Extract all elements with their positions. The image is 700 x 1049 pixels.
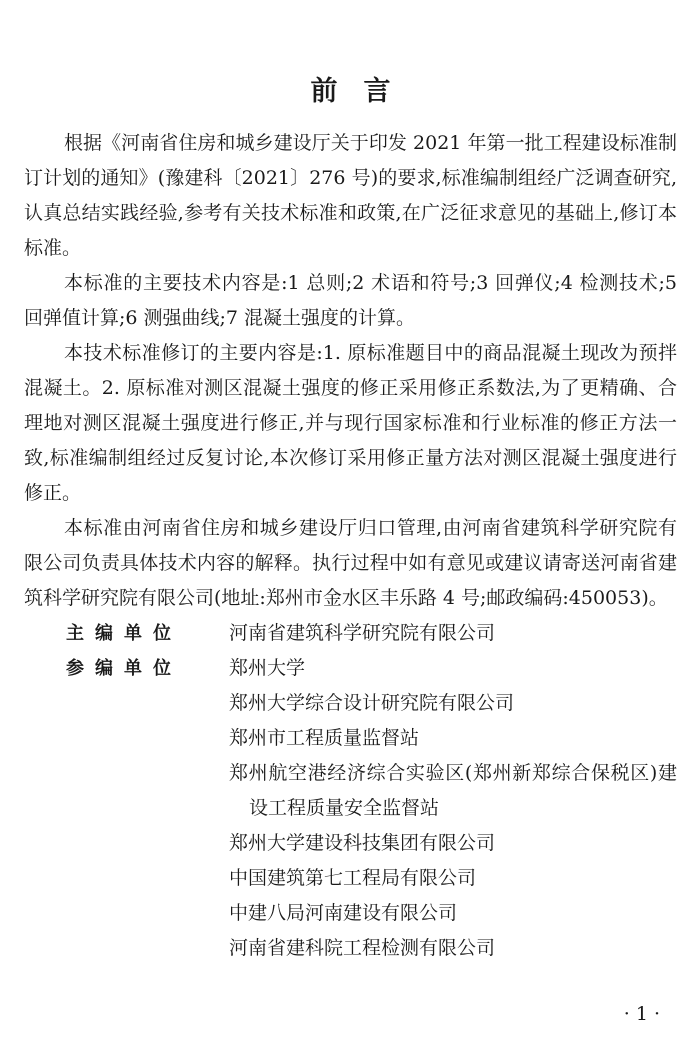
unit-item: 郑州航空港经济综合实验区(郑州新郑综合保税区)建设工程质量安全监督站 bbox=[229, 762, 677, 819]
unit-item: 河南省建筑科学研究院有限公司 bbox=[229, 622, 496, 644]
page-title: 前言 bbox=[310, 76, 417, 107]
paragraph-basis: 根据《河南省住房和城乡建设厅关于印发 2021 年第一批工程建设标准制订计划的通知》(豫建科〔2021〕276 号)的要求,标准编制组经广泛调查研究,认真总结实践经验,参考有关技术标准和政策,在广泛征求意见的基础上,修订本标准。 bbox=[24, 132, 677, 259]
paragraph-revision-contents: 本技术标准修订的主要内容是:1. 原标准题目中的商品混凝土现改为预拌混凝土。2. 原标准对测区混凝土强度的修正采用修正系数法,为了更精确、合理地对测区混凝土强度进行修正,并与现行国家标准和行业标准的修正方法一致,标准编制组经过反复讨论,本次修订采用修正量方法对测区混凝土强度进行修正。 bbox=[24, 342, 677, 504]
unit-item: 河南省建科院工程检测有限公司 bbox=[229, 937, 496, 959]
participating-units-row bbox=[24, 651, 677, 966]
preface-body bbox=[24, 126, 677, 616]
unit-item: 中建八局河南建设有限公司 bbox=[229, 902, 458, 924]
participating-units-list bbox=[229, 651, 677, 966]
page-number: · 1 · bbox=[623, 1003, 660, 1025]
chief-unit-row bbox=[24, 616, 677, 651]
drafting-units bbox=[24, 616, 677, 966]
unit-item: 郑州大学建设科技集团有限公司 bbox=[229, 832, 496, 854]
paragraph-management: 本标准由河南省住房和城乡建设厅归口管理,由河南省建筑科学研究院有限公司负责具体技术内容的解释。执行过程中如有意见或建议请寄送河南省建筑科学研究院有限公司(地址:郑州市金水区丰乐路 4 号;邮政编码:450053)。 bbox=[24, 517, 677, 609]
unit-item: 郑州市工程质量监督站 bbox=[229, 727, 420, 749]
paragraph-main-contents: 本标准的主要技术内容是:1 总则;2 术语和符号;3 回弹仪;4 检测技术;5 回弹值计算;6 测强曲线;7 混凝土强度的计算。 bbox=[24, 272, 677, 329]
participating-units-label: 参编单位 bbox=[66, 658, 182, 679]
document-page bbox=[24, 70, 677, 966]
unit-item: 郑州大学综合设计研究院有限公司 bbox=[229, 692, 515, 714]
unit-item: 郑州大学 bbox=[229, 657, 306, 679]
unit-item: 中国建筑第七工程局有限公司 bbox=[229, 867, 477, 889]
chief-unit-label: 主编单位 bbox=[66, 623, 182, 644]
chief-unit-list bbox=[229, 616, 677, 651]
